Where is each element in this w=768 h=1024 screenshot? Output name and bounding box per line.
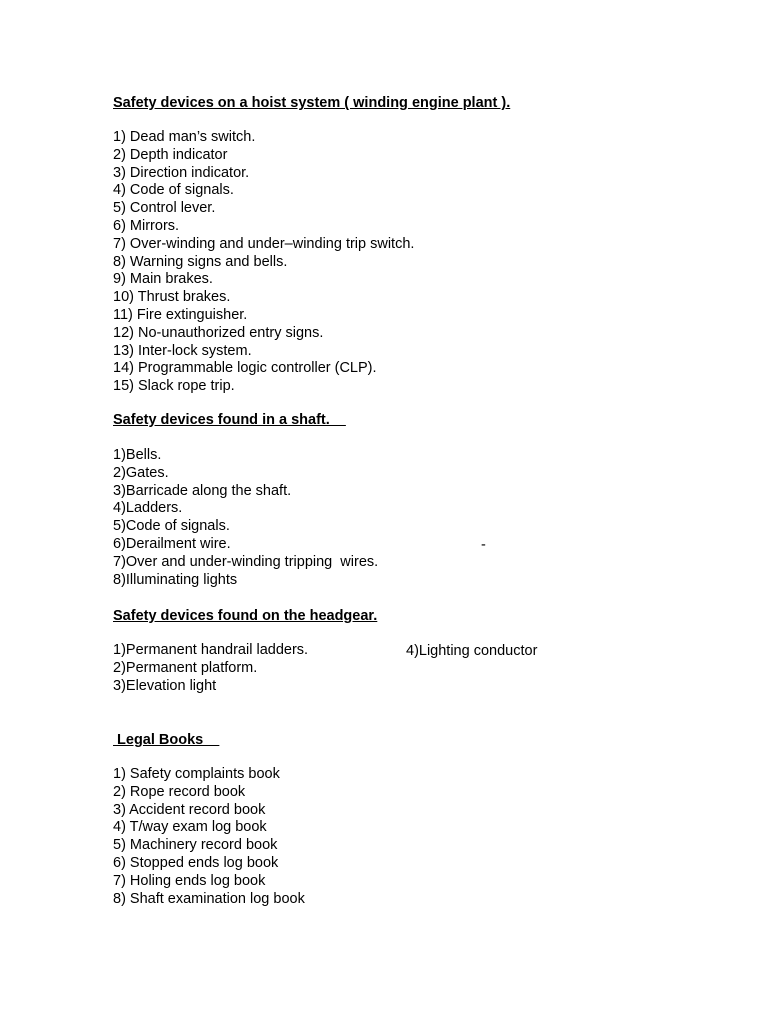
shaft-section-title: Safety devices found in a shaft. [113, 412, 346, 428]
list-item: 8) Shaft examination log book [113, 890, 305, 907]
list-item: 3) Direction indicator. [113, 164, 250, 181]
list-item: 12) No-unauthorized entry signs. [113, 324, 324, 341]
list-item: 15) Slack rope trip. [113, 378, 235, 395]
list-item: 5)Code of signals. [113, 518, 230, 535]
list-item: 2) Rope record book [113, 783, 246, 800]
list-item: 2)Gates. [113, 464, 169, 481]
list-item: 3)Barricade along the shaft. [113, 482, 292, 499]
list-item: 3) Accident record book [113, 801, 266, 818]
list-item: 14) Programmable logic controller (CLP). [113, 360, 377, 377]
list-item: 5) Control lever. [113, 200, 216, 217]
list-item: 5) Machinery record book [113, 837, 278, 854]
list-item: 9) Main brakes. [113, 271, 213, 288]
list-item: 2)Permanent platform. [113, 659, 258, 676]
list-item: 7) Holing ends log book [113, 872, 266, 889]
list-item: 11) Fire extinguisher. [113, 306, 248, 323]
list-item: 6) Mirrors. [113, 217, 180, 234]
list-item: 1) Dead man’s switch. [113, 129, 256, 145]
legal-books-list [113, 766, 305, 908]
stray-dash: - [481, 537, 486, 553]
list-item: 6) Stopped ends log book [113, 854, 279, 871]
list-item: 13) Inter-lock system. [113, 342, 252, 359]
list-item: 7) Over-winding and under–winding trip switch. [113, 235, 415, 252]
legal-books-title: Legal Books [113, 732, 220, 748]
list-item: 4)Ladders. [113, 500, 183, 517]
list-item: 4) Code of signals. [113, 182, 234, 199]
list-item: 1) Safety complaints book [113, 766, 280, 782]
list-item: 8)Illuminating lights [113, 571, 238, 588]
list-item: 1)Bells. [113, 447, 162, 463]
list-item: 3)Elevation light [113, 677, 217, 694]
list-item: 1)Permanent handrail ladders. [113, 642, 309, 658]
list-item: 2) Depth indicator [113, 146, 228, 163]
headgear-device-list [113, 642, 308, 695]
headgear-side-item: 4)Lighting conductor [406, 643, 538, 659]
list-item: 6)Derailment wire. [113, 535, 231, 552]
hoist-section-title: Safety devices on a hoist system ( winding engine plant ). [113, 95, 511, 111]
hoist-device-list [113, 129, 414, 396]
list-item: 4) T/way exam log book [113, 819, 267, 836]
headgear-section-title: Safety devices found on the headgear. [113, 608, 378, 624]
list-item: 10) Thrust brakes. [113, 289, 231, 306]
list-item: 7)Over and under-winding tripping wires. [113, 553, 379, 570]
shaft-device-list [113, 447, 378, 589]
list-item: 8) Warning signs and bells. [113, 253, 288, 270]
